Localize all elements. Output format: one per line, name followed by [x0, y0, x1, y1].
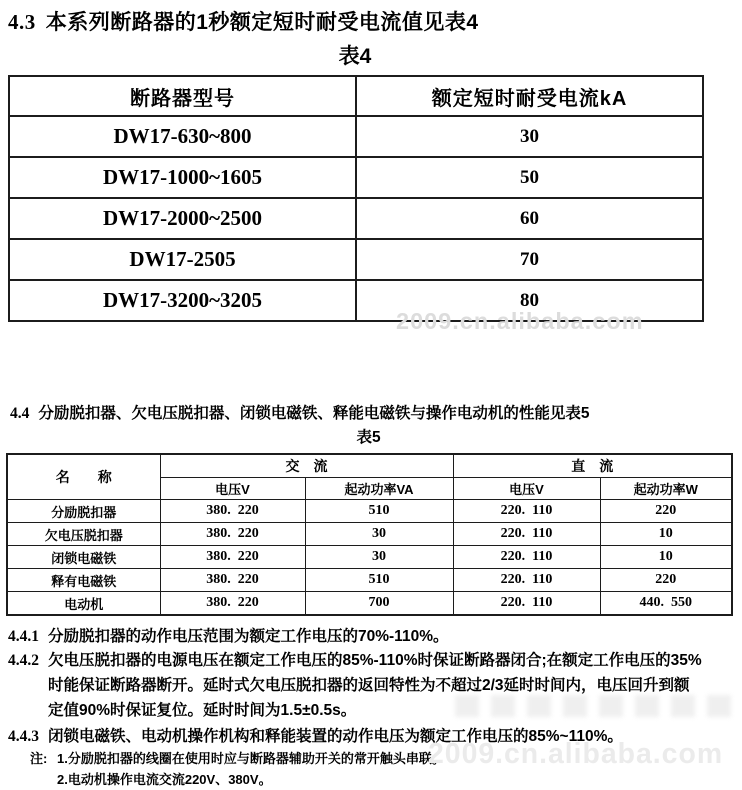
paragraph-text: 闭锁电磁铁、电动机操作机构和释能装置的动作电压为额定工作电压的85%~110%。 [48, 728, 623, 745]
name-cell: 闭锁电磁铁 [7, 546, 160, 569]
note-item: 1.分励脱扣器的线圈在使用时应与断路器辅助开关的常开触头串联。 [57, 751, 445, 766]
ac-voltage-cell: 380. 220 [160, 592, 305, 616]
value-cell: 60 [356, 198, 703, 239]
model-cell: DW17-3200~3205 [9, 280, 356, 321]
table4-header-current: 额定短时耐受电流kA [356, 76, 703, 116]
section-title: 分励脱扣器、欠电压脱扣器、闭锁电磁铁、释能电磁铁与操作电动机的性能见表5 [38, 405, 590, 422]
paragraph-4-4-3 [8, 724, 742, 749]
table4-caption: 表4 [338, 45, 372, 68]
paragraph-text-line: 时能保证断路器断开。延时式欠电压脱扣器的返回特性为不超过2/3延时时间内，电压回升到额 [48, 677, 690, 694]
notes-block [30, 748, 445, 790]
paragraph-number: 4.4.3 [8, 728, 39, 745]
value-cell: 80 [356, 280, 703, 321]
dc-power-cell: 10 [600, 523, 732, 546]
table5-caption: 表5 [356, 429, 381, 446]
paragraph-text-line: 定值90%时保证复位。延时时间为1.5±0.5s。 [48, 702, 357, 719]
paragraph-number: 4.4.2 [8, 652, 39, 669]
dc-power-cell: 10 [600, 546, 732, 569]
table5-subheader-ac-voltage: 电压V [160, 478, 305, 500]
name-cell: 释有电磁铁 [7, 569, 160, 592]
model-cell: DW17-1000~1605 [9, 157, 356, 198]
name-cell: 欠电压脱扣器 [7, 523, 160, 546]
section-title: 本系列断路器的1秒额定短时耐受电流值见表4 [45, 11, 479, 34]
model-cell: DW17-2000~2500 [9, 198, 356, 239]
table4-short-time-current [8, 75, 704, 322]
note-item: 2.电动机操作电流交流220V、380V。 [57, 772, 272, 787]
paragraph-4-4-1 [8, 624, 742, 649]
table5-subheader-ac-power: 起动功率VA [305, 478, 453, 500]
watermark-text: 2009.cn.alibaba.com [396, 308, 644, 334]
value-cell: 50 [356, 157, 703, 198]
ac-power-cell: 510 [305, 569, 453, 592]
ac-voltage-cell: 380. 220 [160, 569, 305, 592]
dc-voltage-cell: 220. 110 [453, 569, 600, 592]
notes-label: 注: [30, 751, 48, 766]
ac-voltage-cell: 380. 220 [160, 546, 305, 569]
value-cell: 30 [356, 116, 703, 157]
table-row [9, 198, 703, 239]
name-cell: 电动机 [7, 592, 160, 616]
dc-voltage-cell: 220. 110 [453, 500, 600, 523]
paragraph-text-line: 欠电压脱扣器的电源电压在额定工作电压的85%-110%时保证断路器闭合;在额定工作电压的35% [48, 652, 702, 669]
table-row [9, 116, 703, 157]
model-cell: DW17-2505 [9, 239, 356, 280]
section-number: 4.3 [8, 10, 36, 34]
table-row [9, 239, 703, 280]
ac-power-cell: 30 [305, 546, 453, 569]
table4-header-row [9, 76, 703, 116]
table5-header-dc: 直 流 [453, 454, 732, 478]
table4-header-model: 断路器型号 [9, 76, 356, 116]
value-cell: 70 [356, 239, 703, 280]
paragraph-number: 4.4.1 [8, 628, 39, 645]
table5-header-ac: 交 流 [160, 454, 453, 478]
ac-voltage-cell: 380. 220 [160, 500, 305, 523]
table-row [7, 500, 732, 523]
model-cell: DW17-630~800 [9, 116, 356, 157]
table-row [7, 592, 732, 616]
dc-power-cell: 220 [600, 569, 732, 592]
watermark-text: 2009.cn.alibaba.com [428, 738, 724, 770]
section-4-3-heading [8, 6, 479, 36]
table5-subheader-dc-power: 起动功率W [600, 478, 732, 500]
table-row [7, 569, 732, 592]
dc-power-cell: 220 [600, 500, 732, 523]
table-row [7, 523, 732, 546]
table5-header-name: 名 称 [7, 454, 160, 500]
table-row [9, 157, 703, 198]
ac-power-cell: 700 [305, 592, 453, 616]
section-number: 4.4 [10, 405, 30, 422]
table5-group-header-row [7, 454, 732, 478]
table5-accessory-performance [6, 453, 733, 616]
dc-power-cell: 440. 550 [600, 592, 732, 616]
ac-power-cell: 30 [305, 523, 453, 546]
table5-subheader-dc-voltage: 电压V [453, 478, 600, 500]
paragraph-text: 分励脱扣器的动作电压范围为额定工作电压的70%-110%。 [48, 628, 449, 645]
dc-voltage-cell: 220. 110 [453, 546, 600, 569]
ac-power-cell: 510 [305, 500, 453, 523]
dc-voltage-cell: 220. 110 [453, 592, 600, 616]
name-cell: 分励脱扣器 [7, 500, 160, 523]
paragraph-4-4-2 [8, 648, 742, 723]
dc-voltage-cell: 220. 110 [453, 523, 600, 546]
ac-voltage-cell: 380. 220 [160, 523, 305, 546]
table-row [7, 546, 732, 569]
table-row [9, 280, 703, 321]
section-4-4-heading [10, 401, 590, 423]
